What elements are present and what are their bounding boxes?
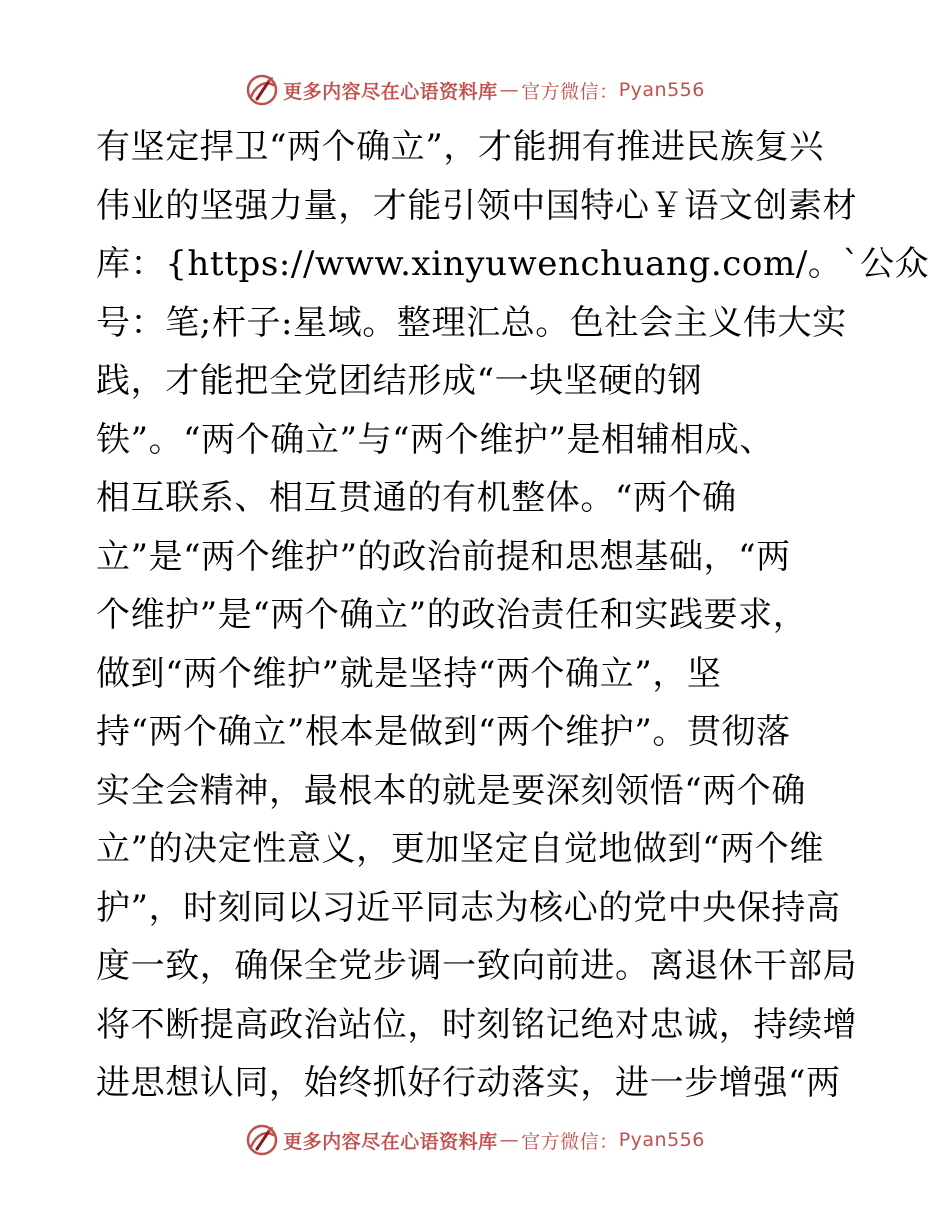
text-line: 库：{https://www.xinyuwenchuang.com/。`公众 (96, 244, 930, 284)
footer-wechat-label: 官方微信： (521, 1130, 619, 1153)
text-line: 进思想认同，始终抓好行动落实，进一步增强“两 (96, 1063, 841, 1103)
text-line: 相互联系、相互贯通的有机整体。“两个确 (96, 478, 737, 518)
header-brand-text: 更多内容尽在心语资料库 (283, 80, 498, 103)
footer-watermark (0, 1120, 950, 1160)
text-line: 持“两个确立”根本是做到“两个维护”。贯彻落 (96, 712, 791, 752)
text-line: 做到“两个维护”就是坚持“两个确立”，坚 (96, 653, 722, 694)
text-line: 个维护”是“两个确立”的政治责任和实践要求， (96, 595, 808, 635)
text-line: 有坚定捍卫“两个确立”，才能拥有推进民族复兴 (96, 127, 824, 167)
text-line: 将不断提高政治站位，时刻铭记绝对忠诚，持续增 (96, 1004, 858, 1045)
footer-separator: — (499, 1129, 520, 1151)
text-line: 立”的决定性意义，更加坚定自觉地做到“两个维 (96, 829, 824, 869)
header-account: Pyan556 (618, 79, 705, 101)
header-wechat-label: 官方微信： (521, 80, 619, 103)
header-separator: — (499, 79, 520, 101)
text-line: 护”，时刻同以习近平同志为核心的党中央保持高 (96, 887, 841, 928)
footer-brand-text: 更多内容尽在心语资料库 (283, 1130, 498, 1153)
signature-pen-logo-icon (245, 73, 279, 107)
text-line: 伟业的坚强力量，才能引领中国特心￥语文创素材 (96, 185, 858, 226)
text-line: 实全会精神，最根本的就是要深刻领悟“两个确 (96, 770, 806, 811)
text-line: 号：笔;杆子:星域。整理汇总。色社会主义伟大实 (96, 302, 847, 343)
text-line: 立”是“两个维护”的政治前提和思想基础，“两 (96, 536, 791, 577)
text-line: 铁”。“两个确立”与“两个维护”是相辅相成、 (96, 419, 775, 460)
document-body (96, 118, 930, 1113)
footer-account: Pyan556 (618, 1129, 705, 1151)
text-line: 度一致，确保全党步调一致向前进。离退休干部局 (96, 946, 858, 986)
text-line: 践，才能把全党团结形成“一块坚硬的钢 (96, 361, 703, 401)
signature-pen-logo-icon (245, 1123, 279, 1157)
header-watermark (0, 70, 950, 110)
